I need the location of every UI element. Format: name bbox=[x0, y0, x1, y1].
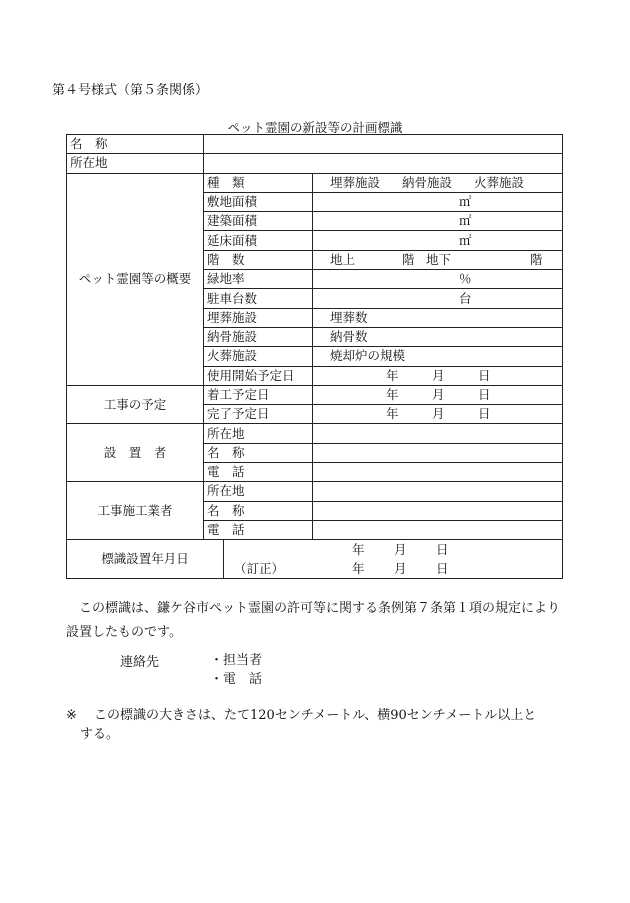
type-burial: 埋葬施設 bbox=[330, 174, 381, 190]
installer-location-value bbox=[313, 424, 563, 443]
sign-table bbox=[66, 134, 563, 579]
installer-name-value bbox=[313, 443, 563, 462]
building-area-label: 建築面積 bbox=[204, 212, 313, 231]
installer-location-label: 所在地 bbox=[204, 424, 313, 443]
floors-label: 階 数 bbox=[204, 250, 313, 269]
contractor-location-value bbox=[313, 482, 563, 501]
green-rate-label: 緑地率 bbox=[204, 270, 313, 289]
contact-label: 連絡先 bbox=[120, 655, 160, 670]
contractor-name-value bbox=[313, 501, 563, 520]
area-unit: ㎡ bbox=[459, 194, 472, 210]
floors-below: 地下 bbox=[426, 251, 452, 267]
month: 月 bbox=[394, 560, 407, 576]
floor-area-label: 延床面積 bbox=[204, 231, 313, 250]
type-label: 種 類 bbox=[204, 173, 313, 192]
floors-value bbox=[313, 250, 563, 269]
year: 年 bbox=[386, 387, 399, 402]
area-unit: ㎡ bbox=[459, 232, 472, 248]
start-date-value bbox=[313, 385, 563, 404]
footnote-line1: この標識の大きさは、たて120センチメートル、横90センチメートル以上と bbox=[94, 708, 537, 723]
construction-plan-label: 工事の予定 bbox=[67, 385, 204, 424]
percent-unit: ％ bbox=[459, 271, 472, 287]
site-area-value bbox=[313, 192, 563, 211]
contact-list bbox=[210, 651, 262, 689]
parking-value bbox=[313, 289, 563, 308]
burial-count: 埋葬数 bbox=[330, 309, 368, 325]
burial-label: 埋葬施設 bbox=[204, 308, 313, 327]
parking-unit: 台 bbox=[459, 290, 472, 306]
footnote bbox=[66, 706, 576, 744]
cremation-label: 火葬施設 bbox=[204, 347, 313, 366]
day: 日 bbox=[436, 541, 449, 557]
ossuary-count: 納骨数 bbox=[330, 329, 368, 345]
month: 月 bbox=[432, 387, 445, 402]
parking-label: 駐車台数 bbox=[204, 289, 313, 308]
day: 日 bbox=[478, 367, 491, 383]
year: 年 bbox=[386, 367, 399, 383]
installer-phone-label: 電 話 bbox=[204, 463, 313, 482]
use-start-date bbox=[313, 366, 563, 385]
ossuary-label: 納骨施設 bbox=[204, 327, 313, 346]
month: 月 bbox=[432, 406, 445, 422]
floors-kai2: 階 bbox=[530, 251, 543, 267]
row-location bbox=[67, 154, 563, 173]
sign-date-value bbox=[224, 540, 563, 579]
installer-label: 設 置 者 bbox=[67, 424, 204, 482]
contractor-phone-label: 電 話 bbox=[204, 520, 313, 539]
ossuary-value bbox=[313, 327, 563, 346]
contractor-location-label: 所在地 bbox=[204, 482, 313, 501]
year: 年 bbox=[352, 560, 365, 576]
contractor-name-label: 名 称 bbox=[204, 501, 313, 520]
day: 日 bbox=[436, 560, 449, 576]
type-cremation: 火葬施設 bbox=[474, 174, 525, 190]
overview-label: ペット霊園等の概要 bbox=[67, 173, 204, 385]
floors-kai: 階 bbox=[402, 251, 415, 267]
completion-date-value bbox=[313, 405, 563, 424]
incinerator-scale: 焼却炉の規模 bbox=[330, 348, 406, 364]
cremation-value bbox=[313, 347, 563, 366]
installer-phone-value bbox=[313, 463, 563, 482]
use-start-label: 使用開始予定日 bbox=[204, 366, 313, 385]
contact-phone: ・電 話 bbox=[210, 672, 263, 687]
day: 日 bbox=[478, 406, 491, 422]
footnote-line2: する。 bbox=[80, 727, 120, 742]
contractor-label: 工事施工業者 bbox=[67, 482, 204, 540]
name-value bbox=[204, 135, 563, 154]
type-ossuary: 納骨施設 bbox=[402, 174, 453, 190]
floor-area-value bbox=[313, 231, 563, 250]
form-number: 第４号様式（第５条関係） bbox=[52, 83, 209, 98]
green-rate-value bbox=[313, 270, 563, 289]
footnote-mark: ※ bbox=[66, 708, 77, 723]
year: 年 bbox=[386, 406, 399, 422]
month: 月 bbox=[432, 367, 445, 383]
year: 年 bbox=[352, 541, 365, 557]
building-area-value bbox=[313, 212, 563, 231]
location-label: 所在地 bbox=[67, 154, 204, 173]
area-unit: ㎡ bbox=[459, 213, 472, 229]
sign-title: ペット霊園の新設等の計画標識 bbox=[227, 120, 403, 135]
type-values bbox=[313, 173, 563, 192]
contact-person: ・担当者 bbox=[210, 653, 263, 668]
sign-date-label: 標識設置年月日 bbox=[67, 540, 224, 579]
day: 日 bbox=[478, 387, 491, 402]
completion-date-label: 完了予定日 bbox=[204, 405, 313, 424]
installer-name-label: 名 称 bbox=[204, 443, 313, 462]
burial-value bbox=[313, 308, 563, 327]
site-area-label: 敷地面積 bbox=[204, 192, 313, 211]
correction-label: （訂正） bbox=[234, 560, 285, 576]
month: 月 bbox=[394, 541, 407, 557]
location-value bbox=[204, 154, 563, 173]
row-name bbox=[67, 135, 563, 154]
name-label: 名 称 bbox=[67, 135, 204, 154]
contractor-phone-value bbox=[313, 520, 563, 539]
note-paragraph: この標識は、鎌ケ谷市ペット霊園の許可等に関する条例第７条第１項の規定により設置したものです。 bbox=[66, 601, 561, 640]
start-date-label: 着工予定日 bbox=[204, 385, 313, 404]
floors-above: 地上 bbox=[330, 251, 356, 267]
